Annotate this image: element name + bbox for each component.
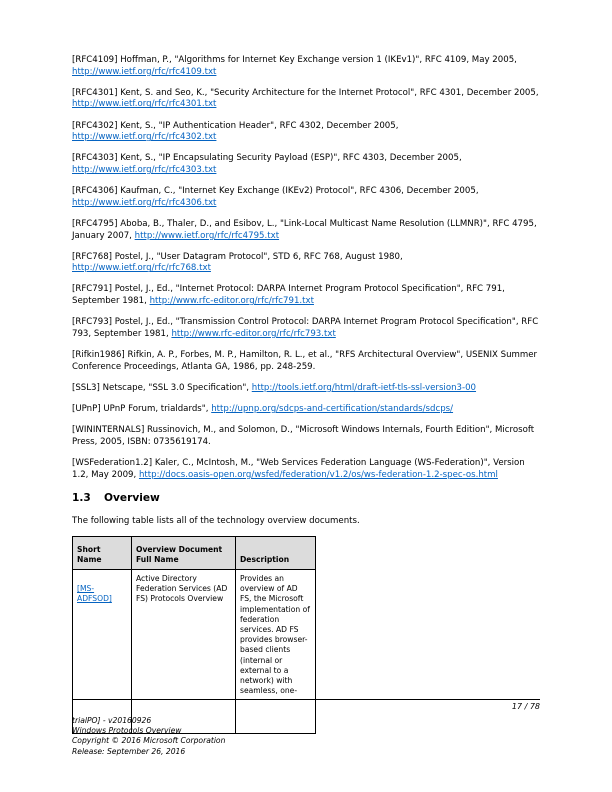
section-number: 1.3 [72,492,91,504]
reference-entry: [UPnP] UPnP Forum, trialdards", http://upnp.org/sdcps-and-certification/standards/sdcps/ [72,404,454,414]
overview-table [72,536,316,734]
reference-link[interactable]: http://www.ietf.org/rfc/rfc768.txt [72,263,211,274]
reference-link[interactable]: http://www.ietf.org/rfc/rfc4109.txt [72,66,217,77]
reference-entry: [RFC4303] Kent, S., "IP Encapsulating Security Payload (ESP)", RFC 4303, December 2005, http://www.ietf.org/rfc/rfc4303.txt [72,153,462,175]
column-header: Description [236,537,316,570]
reference-entry: [RFC4302] Kent, S., "IP Authentication Header", RFC 4302, December 2005, http://www.ietf.org/rfc/rfc4302.txt [72,120,399,143]
full-name-cell: Active Directory Federation Services (AD FS) Protocols Overview [132,570,236,734]
short-name-cell [73,570,132,734]
reference-link[interactable]: http://www.rfc-editor.org/rfc/rfc791.txt [149,296,314,307]
reference-entry: [Rifkin1986] Rifkin, A. P., Forbes, M. P., Hamilton, R. L., et al., "RFS Architectural Overview", USENIX Summer Conference Proceedings, Atlanta GA, 1986, pp. 248-259. [72,350,538,372]
column-header: Overview Document Full Name [132,537,236,570]
page-number: 17 / 78 [511,702,540,711]
table-row [73,570,316,734]
footer-doc-id: trialPO] - v20160926 [72,716,152,725]
reference-link[interactable]: http://www.ietf.org/rfc/rfc4302.txt [72,132,217,143]
reference-link[interactable]: http://www.ietf.org/rfc/rfc4795.txt [134,230,280,241]
section-title: Overview [104,492,160,504]
section-heading [72,492,160,504]
reference-entry: [RFC791] Postel, J., Ed., "Internet Protocol: DARPA Internet Program Protocol Specification", RFC 791, September 1981, http://www.rfc-editor.org/rfc/rfc791.txt [72,284,505,307]
reference-entry: [WININTERNALS] Russinovich, M., and Solomon, D., "Microsoft Windows Internals, Fourth Edition", Microsoft Press, 2005, ISBN: 0735619174. [72,425,535,447]
reference-link[interactable]: http://www.ietf.org/rfc/rfc4303.txt [72,164,217,175]
reference-entry: [RFC4306] Kaufman, C., "Internet Key Exchange (IKEv2) Protocol", RFC 4306, December 2005, http://www.ietf.org/rfc/rfc4306.txt [72,186,479,208]
reference-entry: [WSFederation1.2] Kaler, C., McIntosh, M., "Web Services Federation Language (WS-Federation)", Version 1.2, May 2009, http://docs.oasis-open.org/wsfed/federation/v1.2/os/ws-federation-1.2-spec-os.html [72,457,525,480]
reference-entry: [RFC793] Postel, J., Ed., "Transmission Control Protocol: DARPA Internet Program Protocol Specification", RFC 793, September 1981, http://www.rfc-editor.org/rfc/rfc793.txt [72,317,539,339]
column-header: Short Name [73,537,132,570]
reference-entry: [RFC768] Postel, J., "User Datagram Protocol", STD 6, RFC 768, August 1980, http://www.ietf.org/rfc/rfc768.txt [72,251,403,274]
reference-link[interactable]: http://upnp.org/sdcps-and-certification/standards/sdcps/ [211,404,454,414]
footer-copyright: Copyright © 2016 Microsoft Corporation [72,736,226,746]
short-name-link[interactable]: [MS-ADFSOD] [77,584,112,604]
footer-divider [72,699,540,700]
reference-link[interactable]: http://www.ietf.org/rfc/rfc4301.txt [72,99,217,110]
reference-entry: [SSL3] Netscape, "SSL 3.0 Specification", http://tools.ietf.org/html/draft-ietf-tls-ssl-version3-00 [72,382,477,393]
footer-doc-title: Windows Protocols Overview [72,726,182,736]
reference-link[interactable]: http://www.ietf.org/rfc/rfc4306.txt [72,197,217,208]
reference-entry: [RFC4301] Kent, S. and Seo, K., "Security Architecture for the Internet Protocol", RFC 4301, December 2005, http://www.ietf.org/rfc/rfc4301.txt [72,87,539,110]
footer-release: Release: September 26, 2016 [72,746,186,756]
footer [72,716,225,757]
table-header-row [73,537,316,570]
reference-entry: [RFC4109] Hoffman, P., "Algorithms for Internet Key Exchange version 1 (IKEv1)", RFC 4109, May 2005, http://www.ietf.org/rfc/rfc4109.txt [72,55,517,77]
reference-entry: [RFC4795] Aboba, B., Thaler, D., and Esibov, L., "Link-Local Multicast Name Resolution (LLMNR)", RFC 4795, January 2007, http://www.ietf.org/rfc/rfc4795.txt [72,218,537,241]
reference-link[interactable]: http://www.rfc-editor.org/rfc/rfc793.txt [171,328,336,339]
reference-link[interactable]: http://tools.ietf.org/html/draft-ietf-tls-ssl-version3-00 [251,382,477,393]
reference-link[interactable]: http://docs.oasis-open.org/wsfed/federation/v1.2/os/ws-federation-1.2-spec-os.html [138,469,498,480]
intro-paragraph: The following table lists all of the technology overview documents. [72,516,360,526]
description-cell: Provides an overview of AD FS, the Microsoft implementation of federation services. AD FS provides browser-based clients (internal or external to a network) with seamless, one- [236,570,316,734]
references-list [72,55,542,491]
